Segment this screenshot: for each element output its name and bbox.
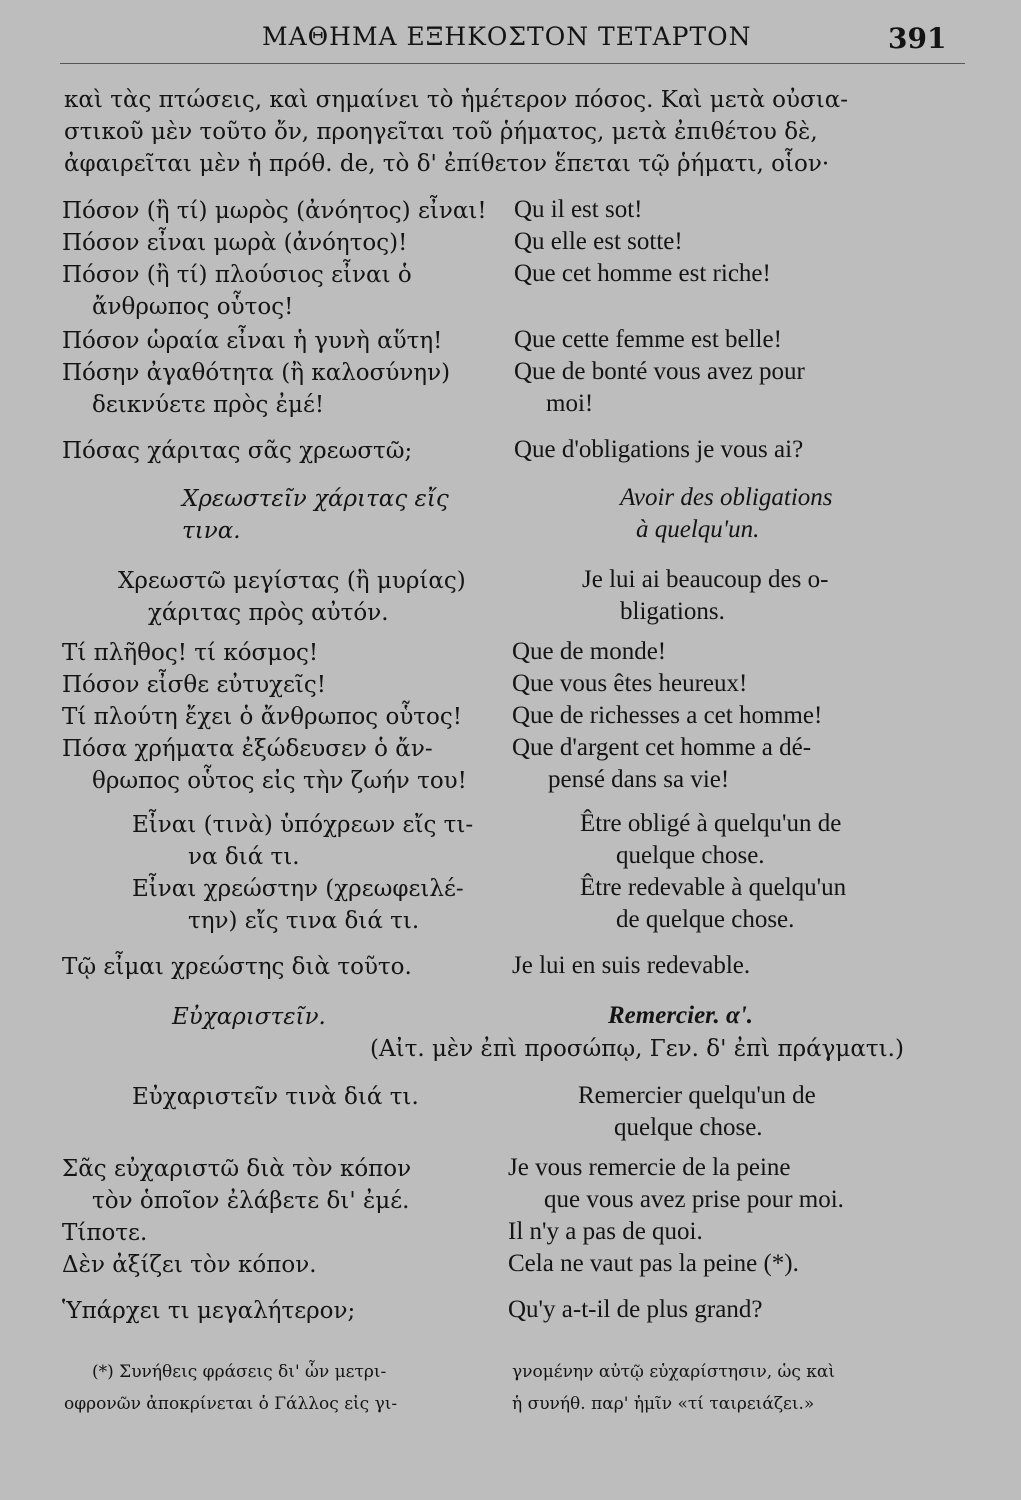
french-line: Que cette femme est belle! — [514, 326, 782, 353]
french-line: Remercier quelqu'un de — [578, 1082, 816, 1109]
intro-line: ἀφαιρεῖται μὲν ἡ πρόθ. de, τὸ δ' ἐπίθετον ἕπεται τῷ ῥήματι, οἷον· — [64, 151, 830, 177]
french-line: Être obligé à quelqu'un de — [580, 810, 842, 837]
french-line: Qu il est sot! — [514, 196, 643, 223]
section-heading-french: à quelqu'un. — [636, 516, 760, 543]
greek-line: Χρεωστῶ μεγίστας (ἢ μυρίας) — [118, 568, 466, 594]
french-line: Il n'y a pas de quoi. — [508, 1218, 703, 1245]
french-line: Que d'obligations je vous ai? — [514, 436, 804, 463]
french-line: Je lui ai beaucoup des o- — [582, 566, 829, 593]
french-line: Qu'y a-t-il de plus grand? — [508, 1296, 763, 1323]
greek-line: Πόσον (ἢ τί) πλούσιος εἶναι ὁ — [62, 262, 412, 288]
greek-line: Ὑπάρχει τι μεγαλήτερον; — [62, 1298, 356, 1324]
section-heading-greek: Χρεωστεῖν χάριτας εἴς — [182, 486, 449, 512]
intro-line: καὶ τὰς πτώσεις, καὶ σημαίνει τὸ ἡμέτερον πόσος. Καὶ μετὰ οὐσια- — [64, 87, 849, 113]
greek-line: Πόσην ἀγαθότητα (ἢ καλοσύνην) — [62, 360, 451, 386]
greek-line: Πόσον ὡραία εἶναι ἡ γυνὴ αὕτη! — [62, 328, 443, 354]
french-line: que vous avez prise pour moi. — [544, 1186, 844, 1213]
french-line: pensé dans sa vie! — [548, 766, 730, 793]
footnote-line: (*) Συνήθεις φράσεις δι' ὧν μετρι- — [92, 1362, 387, 1382]
greek-line: Τίποτε. — [62, 1220, 148, 1246]
section-heading-greek: Εὐχαριστεῖν. — [172, 1004, 326, 1030]
french-line: quelque chose. — [616, 842, 765, 869]
footnote-line: ἡ συνήθ. παρ' ἡμῖν «τί ταιρειάζει.» — [512, 1394, 815, 1414]
french-line: Être redevable à quelqu'un — [580, 874, 847, 901]
intro-line: στικοῦ μὲν τοῦτο ὄν, προηγεῖται τοῦ ῥήματος, μετὰ ἐπιθέτου δὲ, — [64, 119, 818, 145]
greek-line: Πόσον εἶναι μωρὰ (ἀνόητος)! — [62, 230, 408, 256]
french-line: Que d'argent cet homme a dé- — [512, 734, 812, 761]
greek-line: Εἶναι (τινὰ) ὑπόχρεων εἴς τι- — [132, 812, 474, 838]
french-line: Que de richesses a cet homme! — [512, 702, 823, 729]
french-line: moi! — [546, 390, 594, 417]
french-line: quelque chose. — [614, 1114, 763, 1141]
french-line: de quelque chose. — [616, 906, 795, 933]
greek-line: Πόσον (ἢ τί) μωρὸς (ἀνόητος) εἶναι! — [62, 198, 487, 224]
footnote-line: οφρονῶν ἀποκρίνεται ὁ Γάλλος εἰς γι- — [64, 1394, 398, 1414]
case-note: (Αἰτ. μὲν ἐπὶ προσώπῳ, Γεν. δ' ἐπὶ πράγματι.) — [370, 1036, 904, 1062]
greek-line: Εἶναι χρεώστην (χρεωφειλέ- — [132, 876, 464, 902]
greek-line: Σᾶς εὐχαριστῶ διὰ τὸν κόπον — [62, 1156, 412, 1182]
greek-line: θρωπος οὗτος εἰς τὴν ζωήν του! — [92, 768, 467, 794]
french-line: Que vous êtes heureux! — [512, 670, 748, 697]
section-heading-greek: τινα. — [182, 518, 241, 544]
running-header: ΜΑΘΗΜΑ ΕΞΗΚΟΣΤΟΝ ΤΕΤΑΡΤΟΝ — [262, 22, 752, 51]
greek-line: Πόσας χάριτας σᾶς χρεωστῶ; — [62, 438, 413, 464]
french-line: Je vous remercie de la peine — [508, 1154, 791, 1181]
french-line: Que de monde! — [512, 638, 667, 665]
greek-line: ἄνθρωπος οὗτος! — [92, 294, 294, 320]
greek-line: Εὐχαριστεῖν τινὰ διά τι. — [132, 1084, 419, 1110]
greek-line: Τῷ εἶμαι χρεώστης διὰ τοῦτο. — [62, 954, 412, 980]
section-heading-french: Avoir des obligations — [620, 484, 833, 511]
greek-line: Δὲν ἀξίζει τὸν κόπον. — [62, 1252, 317, 1278]
greek-line: Τί πλούτη ἔχει ὁ ἄνθρωπος οὗτος! — [62, 704, 463, 730]
header-rule — [60, 63, 965, 64]
greek-line: Πόσα χρήματα ἐξώδευσεν ὁ ἄν- — [62, 736, 433, 762]
greek-line: τὸν ὁποῖον ἐλάβετε δι' ἐμέ. — [92, 1188, 410, 1214]
french-line: bligations. — [620, 598, 725, 625]
greek-line: Πόσον εἶσθε εὐτυχεῖς! — [62, 672, 327, 698]
intro-paragraph — [64, 84, 964, 180]
section-heading-french: Remercier. α'. — [608, 1002, 754, 1029]
greek-line: χάριτας πρὸς αὐτόν. — [148, 600, 389, 626]
french-line: Je lui en suis redevable. — [512, 952, 751, 979]
page-number: 391 — [888, 22, 947, 55]
french-line: Qu elle est sotte! — [514, 228, 683, 255]
greek-line: δεικνύετε πρὸς ἐμέ! — [92, 392, 325, 418]
greek-line: να διά τι. — [188, 844, 300, 870]
french-line: Que de bonté vous avez pour — [514, 358, 805, 385]
footnote-line: γνομένην αὐτῷ εὐχαρίστησιν, ὡς καὶ — [512, 1362, 836, 1382]
french-line: Que cet homme est riche! — [514, 260, 771, 287]
greek-line: την) εἴς τινα διά τι. — [188, 908, 420, 934]
french-line: Cela ne vaut pas la peine (*). — [508, 1250, 799, 1277]
greek-line: Τί πλῆθος! τί κόσμος! — [62, 640, 319, 666]
